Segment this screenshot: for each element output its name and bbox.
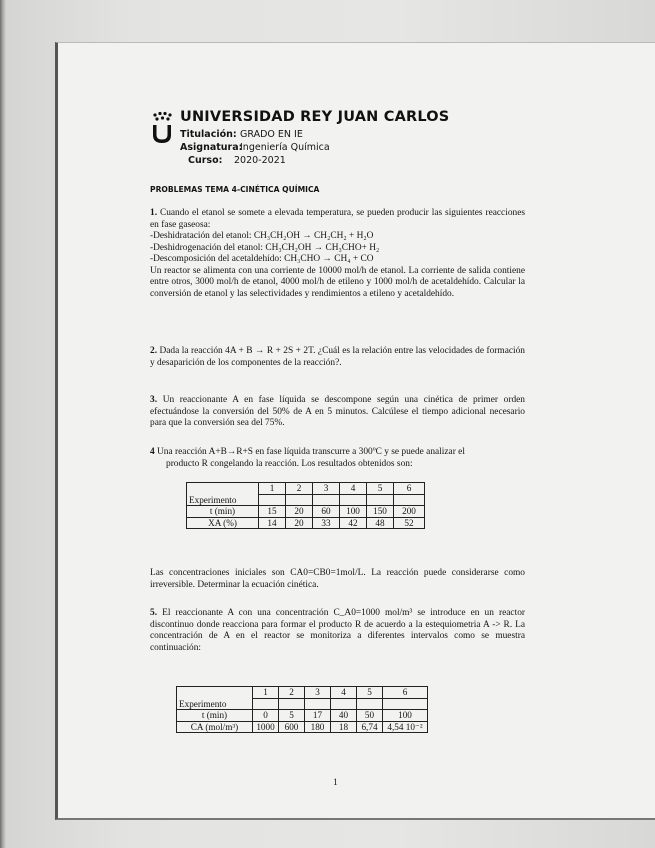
table-cell: 200 bbox=[394, 506, 425, 518]
problem-4-continuation bbox=[150, 568, 525, 591]
problem-text: Un reactor se alimenta con una corriente de 10000 mol/h de etanol. La corriente de salida contiene entre otros, 3000 mol/h de etanol, 4000 mol/h de etileno y 1000 mol/h de acetaldehído. Calcular la conversión de etanol y las selectividades y rendimientos a etileno y acetaldehído. bbox=[150, 265, 525, 299]
table-row bbox=[177, 710, 428, 722]
table-cell: 52 bbox=[394, 517, 425, 529]
problem-number: 1. bbox=[150, 208, 158, 218]
table-cell: 2 bbox=[286, 483, 313, 495]
table-row bbox=[187, 506, 425, 518]
problem-number: 5. bbox=[150, 608, 158, 618]
table-row bbox=[177, 721, 428, 733]
table-cell: 5 bbox=[357, 687, 383, 699]
table-cell: 4 bbox=[331, 687, 357, 699]
table-row-label: XA (%) bbox=[187, 517, 259, 529]
table-cell: 20 bbox=[286, 517, 313, 529]
problem-4 bbox=[150, 447, 525, 470]
table-cell: 100 bbox=[340, 506, 367, 518]
table-cell: 600 bbox=[279, 721, 305, 733]
table-cell: 1 bbox=[259, 483, 286, 495]
kinetics-table-problem-4 bbox=[186, 482, 425, 529]
curso-row bbox=[188, 155, 286, 166]
table-row-label: CA (mol/m³) bbox=[177, 721, 253, 733]
table-cell: 33 bbox=[313, 517, 340, 529]
titulacion-value: GRADO EN IE bbox=[240, 129, 303, 140]
table-cell: 1 bbox=[253, 687, 279, 699]
table-cell: 60 bbox=[313, 506, 340, 518]
problem-number: 2. bbox=[150, 346, 158, 356]
table-header-label: Experimento bbox=[177, 687, 253, 710]
table-cell: 48 bbox=[367, 517, 394, 529]
curso-label: Curso: bbox=[188, 155, 223, 166]
table-row bbox=[187, 483, 425, 495]
table-cell: 5 bbox=[367, 483, 394, 495]
table-cell: 3 bbox=[313, 483, 340, 495]
curso-value: 2020-2021 bbox=[234, 155, 286, 166]
problem-2 bbox=[150, 346, 525, 369]
table-cell: 3 bbox=[305, 687, 331, 699]
document-page bbox=[55, 42, 655, 820]
table-cell: 6,74 bbox=[357, 721, 383, 733]
section-title: PROBLEMAS TEMA 4-CINÉTICA QUÍMICA bbox=[150, 185, 320, 194]
table-cell: 180 bbox=[305, 721, 331, 733]
table-cell: 20 bbox=[286, 506, 313, 518]
problem-1 bbox=[150, 208, 525, 300]
table-cell: 18 bbox=[331, 721, 357, 733]
table-cell: 15 bbox=[259, 506, 286, 518]
university-name: UNIVERSIDAD REY JUAN CARLOS bbox=[180, 109, 450, 125]
problem-text: Dada la reacción 4A + B → R + 2S + 2T. ¿Cuál es la relación entre las velocidades de formación y desaparición de los componentes de la reacción?. bbox=[150, 346, 525, 368]
table-cell: 6 bbox=[394, 483, 425, 495]
problem-text: Un reaccionante A en fase líquida se descompone según una cinética de primer orden efectuándose la conversión del 50% de A en 5 minutos. Calcúlese el tiempo adicional necesario para que la conversión sea del 75%. bbox=[150, 395, 525, 428]
table-row bbox=[187, 517, 425, 529]
table-cell: 1000 bbox=[253, 721, 279, 733]
table-cell: 5 bbox=[279, 710, 305, 722]
asignatura-row bbox=[180, 142, 330, 153]
university-logo-icon bbox=[150, 111, 174, 145]
asignatura-value: Ingeniería Química bbox=[240, 142, 330, 153]
table-cell: 2 bbox=[279, 687, 305, 699]
table-row-label: t (min) bbox=[177, 710, 253, 722]
titulacion-row bbox=[180, 129, 303, 140]
problem-5 bbox=[150, 608, 525, 654]
table-cell: 6 bbox=[383, 687, 428, 699]
table-cell: 4,54 10⁻² bbox=[383, 721, 428, 733]
table-cell: 14 bbox=[259, 517, 286, 529]
reaction-line: -Deshidrogenación del etanol: CH₃CH₂OH → CH₃CHO+ H₂ bbox=[150, 242, 380, 253]
asignatura-label: Asignatura: bbox=[180, 142, 243, 153]
problem-text: Cuando el etanol se somete a elevada temperatura, se pueden producir las siguientes reacciones en fase gaseosa: bbox=[150, 208, 526, 230]
problem-number: 3. bbox=[150, 395, 158, 405]
table-row-label: t (min) bbox=[187, 506, 259, 518]
titulacion-label: Titulación: bbox=[180, 129, 237, 140]
table-cell: 17 bbox=[305, 710, 331, 722]
table-cell: 100 bbox=[383, 710, 428, 722]
table-row bbox=[177, 687, 428, 699]
problem-text: producto R congelando la reacción. Los resultados obtenidos son: bbox=[166, 458, 413, 469]
table-cell: 4 bbox=[340, 483, 367, 495]
page-number: 1 bbox=[333, 778, 338, 788]
table-cell: 0 bbox=[253, 710, 279, 722]
problem-text: Las concentraciones iniciales son CA0=CB0=1mol/L. La reacción puede considerarse como irreversible. Determinar la ecuación cinética. bbox=[150, 568, 525, 590]
problem-text: Una reacción A+B→R+S en fase líquida transcurre a 300ºC y se puede analizar el bbox=[157, 447, 465, 457]
problem-text: El reaccionante A con una concentración C_A0=1000 mol/m³ se introduce en un reactor discontinuo donde reacciona para formar el producto R de acuerdo a la estequiometria A -> R. La concentración de A en el reactor se monitoriza a diferentes intervalos como se muestra continuación: bbox=[150, 608, 525, 653]
problem-number: 4 bbox=[150, 447, 155, 457]
table-cell: 42 bbox=[340, 517, 367, 529]
kinetics-table-problem-5 bbox=[176, 686, 428, 733]
table-cell: 40 bbox=[331, 710, 357, 722]
table-cell: 50 bbox=[357, 710, 383, 722]
table-header-label: Experimento bbox=[187, 483, 259, 506]
problem-3 bbox=[150, 395, 525, 430]
reaction-line: -Descomposición del acetaldehído: CH₃CHO → CH₄ + CO bbox=[150, 254, 374, 264]
table-cell: 150 bbox=[367, 506, 394, 518]
reaction-line: -Deshidratación del etanol: CH₃CH₂OH → CH₂CH₂ + H₂O bbox=[150, 231, 374, 241]
